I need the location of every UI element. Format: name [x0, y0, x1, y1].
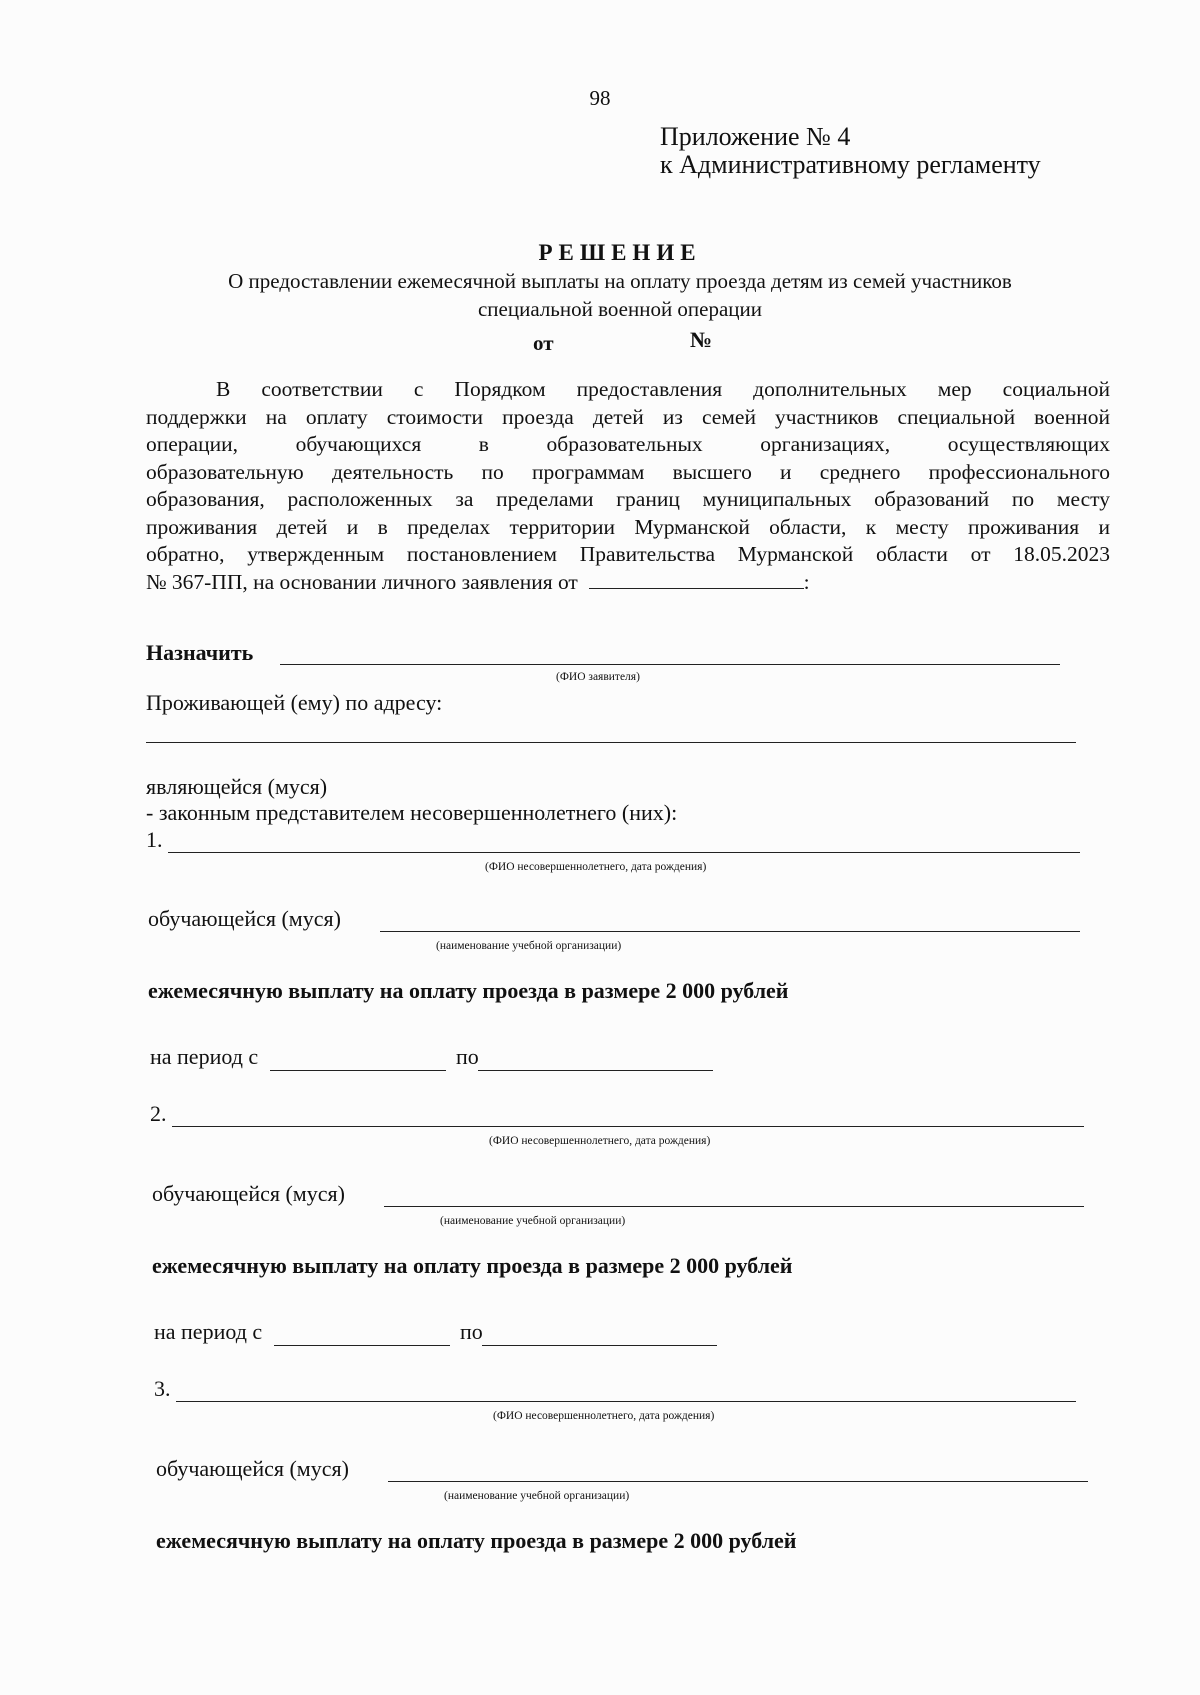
- child-1-period-to-label: по: [456, 1044, 479, 1069]
- child-2-name-field[interactable]: [172, 1126, 1084, 1127]
- date-from-label: от: [533, 331, 554, 355]
- number-label: №: [690, 327, 713, 352]
- child-1-period-to-field[interactable]: [478, 1070, 713, 1071]
- paragraph-line: В соответствии с Порядком предоставления дополнительных мер социальной: [216, 377, 1110, 401]
- address-field[interactable]: [146, 742, 1076, 743]
- subtitle-line-2: специальной военной операции: [477, 297, 763, 321]
- being-label: являющейся (муся): [146, 774, 328, 799]
- child-1-name-field[interactable]: [168, 852, 1080, 853]
- document-title: РЕШЕНИЕ: [538, 240, 702, 265]
- paragraph-line: образования, расположенных за пределами границ муниципальных образований по месту: [146, 487, 1110, 511]
- paragraph-line: обратно, утвержденным постановлением Правительства Мурманской области от 18.05.2023: [146, 542, 1110, 566]
- child-1-org-field[interactable]: [380, 931, 1080, 932]
- child-2-period-from-field[interactable]: [274, 1345, 450, 1346]
- child-3-studying-label: обучающейся (муся): [156, 1456, 349, 1481]
- child-1-org-hint: (наименование учебной организации): [436, 940, 622, 952]
- paragraph-line: поддержки на оплату стоимости проезда детей из семей участников специальной военной: [146, 404, 1110, 429]
- child-2-hint: (ФИО несовершеннолетнего, дата рождения): [489, 1135, 711, 1147]
- page-number: 98: [589, 86, 611, 110]
- child-2-studying-label: обучающейся (муся): [152, 1181, 345, 1206]
- child-3-org-field[interactable]: [388, 1481, 1088, 1482]
- legal-basis-paragraph: [146, 376, 1110, 596]
- child-2-period-to-field[interactable]: [482, 1345, 717, 1346]
- child-2-org-hint: (наименование учебной организации): [440, 1215, 626, 1227]
- subtitle-line-1: О предоставлении ежемесячной выплаты на оплату проезда детям из семей участников: [228, 269, 1012, 293]
- colon: :: [803, 569, 810, 594]
- child-3-payment-text: ежемесячную выплату на оплату проезда в размере 2 000 рублей: [156, 1528, 797, 1553]
- paragraph-last-line: [146, 569, 1110, 597]
- child-2-period-from-label: на период с: [154, 1319, 263, 1344]
- child-2-org-field[interactable]: [384, 1206, 1084, 1207]
- child-2-period-to-label: по: [460, 1319, 483, 1344]
- address-label: Проживающей (ему) по адресу:: [146, 690, 443, 715]
- child-3-name-field[interactable]: [176, 1401, 1076, 1402]
- application-date-field[interactable]: [589, 570, 804, 589]
- child-1-payment-text: ежемесячную выплату на оплату проезда в размере 2 000 рублей: [148, 978, 789, 1003]
- child-1-hint: (ФИО несовершеннолетнего, дата рождения): [485, 861, 707, 873]
- child-3-org-hint: (наименование учебной организации): [444, 1490, 630, 1502]
- paragraph-line: проживания детей и в пределах территории Мурманской области, к месту проживания и: [146, 514, 1110, 539]
- assign-label: Назначить: [146, 640, 254, 665]
- appendix-number: Приложение № 4: [660, 122, 851, 151]
- child-1-index: 1.: [146, 827, 163, 852]
- child-2-payment-text: ежемесячную выплату на оплату проезда в размере 2 000 рублей: [152, 1253, 793, 1278]
- paragraph-line: операции, обучающихся в образовательных организациях, осуществляющих: [146, 432, 1110, 456]
- representative-label: - законным представителем несовершеннолетнего (них):: [146, 800, 678, 825]
- child-1-studying-label: обучающейся (муся): [148, 906, 341, 931]
- child-3-hint: (ФИО несовершеннолетнего, дата рождения): [493, 1410, 715, 1422]
- application-date-label: № 367-ПП, на основании личного заявления от: [146, 569, 578, 594]
- child-3-index: 3.: [154, 1376, 171, 1401]
- appendix-reference: к Административному регламенту: [660, 150, 1041, 179]
- paragraph-line: образовательную деятельность по программам высшего и среднего профессионального: [146, 459, 1110, 484]
- child-1-period-from-label: на период с: [150, 1044, 259, 1069]
- applicant-hint: (ФИО заявителя): [556, 671, 640, 683]
- child-1-period-from-field[interactable]: [270, 1070, 446, 1071]
- child-2-index: 2.: [150, 1101, 167, 1126]
- applicant-name-field[interactable]: [280, 664, 1060, 665]
